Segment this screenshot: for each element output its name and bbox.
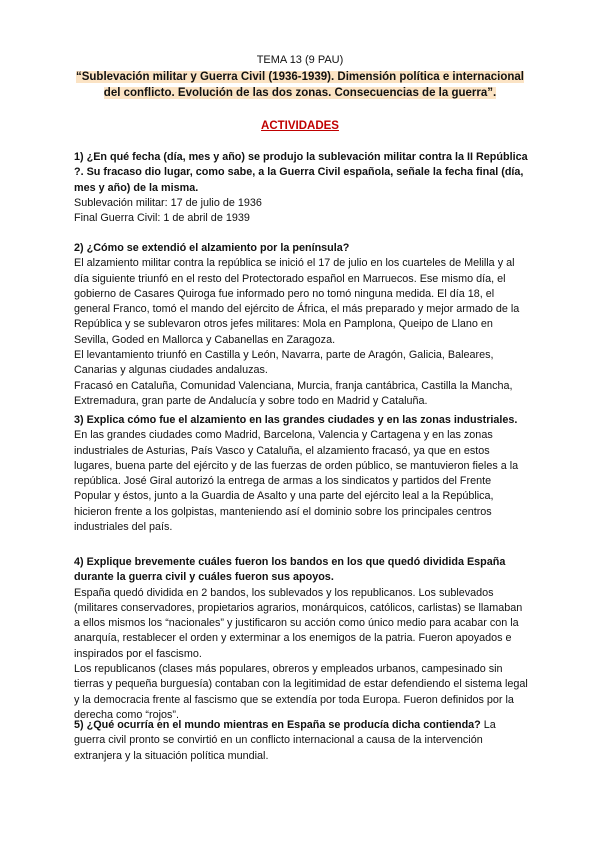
- answer-2-paragraph-1: El alzamiento militar contra la república se inició el 17 de julio en los cuarteles de Melilla y al día siguiente triunfó en el resto del Protectorado español en Marruecos. Ese mismo día, el gobierno de Casares Quiroga fue informado pero no tomó ninguna medida. El día 18, el general Franco, tomó el mando del ejército de África, el más preparado y mejor armado de la República y se sublevaron otros jefes militares: Mola en Pamplona, Queipo de Llano en Sevilla, Goded en Mallorca y Cabanellas en Zaragoza.: [74, 257, 520, 346]
- question-2-section: [74, 241, 529, 409]
- answer-2-paragraph-2: El levantamiento triunfó en Castilla y León, Navarra, parte de Aragón, Galicia, Baleares, Canarias y algunas ciudades andaluzas.: [74, 349, 494, 377]
- question-2: 2) ¿Cómo se extendió el alzamiento por la península?: [74, 242, 350, 254]
- answer-1-line-2: Final Guerra Civil: 1 de abril de 1939: [74, 212, 250, 225]
- title-line-1: “Sublevación militar y Guerra Civil (1936-1939). Dimensión política e internacional: [75, 71, 524, 83]
- question-3: 3) Explica cómo fue el alzamiento en las grandes ciudades y en las zonas industriales.: [74, 414, 518, 426]
- question-1-section: [74, 150, 529, 226]
- answer-2-paragraph-3: Fracasó en Cataluña, Comunidad Valenciana, Murcia, franja cantábrica, Castilla la Mancha, Extremadura, gran parte de Andalucía y sobre todo en Madrid y Cataluña.: [74, 379, 513, 407]
- answer-4-paragraph-2: Los republicanos (clases más populares, obreros y empleados urbanos, campesinado sin tierras y pequeña burguesía) contaban con la legitimidad de estar defendiendo el sistema legal y la democracia frente al fascismo que se extendía por toda Europa. Fueron definidos por la derecha como “rojos”.: [74, 663, 528, 721]
- document-title: [70, 69, 530, 101]
- question-3-section: [74, 413, 529, 535]
- question-4-section: [74, 555, 529, 723]
- activities-heading: ACTIVIDADES: [261, 120, 339, 132]
- answer-5: La guerra civil pronto se convirtió en un conflicto internacional a causa de la intervención extranjera y la situación política mundial.: [74, 719, 496, 762]
- answer-3-paragraph-1: En las grandes ciudades como Madrid, Barcelona, Valencia y Cartagena y en las zonas industriales de Asturias, País Vasco y Cataluña, el alzamiento fracasó, ya que en estos lugares, buena parte del ejército y de las fuerzas de orden público, se mantuvieron fieles a la república. José Giral autorizó la entrega de armas a los sindicatos y partidos del Frente Popular y éstos, junto a la Guardia de Asalto y una parte del ejército leal a la República, hicieron frente a los golpistas, manteniendo así el dominio sobre los principales centros industriales del país.: [74, 429, 519, 534]
- question-1: 1) ¿En qué fecha (día, mes y año) se produjo la sublevación militar contra la II República ?. Su fracaso dio lugar, como sabe, a la Guerra Civil española, señale la fecha final (día, mes y año) de la misma.: [74, 151, 528, 194]
- topic-number: TEMA 13 (9 PAU): [256, 54, 344, 66]
- title-line-2: del conflicto. Evolución de las dos zonas. Consecuencias de la guerra”.: [103, 87, 497, 99]
- question-4: 4) Explique brevemente cuáles fueron los bandos en los que quedó dividida España durante la guerra civil y cuáles fueron sus apoyos.: [74, 556, 506, 584]
- question-5: 5) ¿Qué ocurría en el mundo mientras en España se producía dicha contienda?: [74, 719, 481, 731]
- answer-4-paragraph-1: España quedó dividida en 2 bandos, los sublevados y los republicanos. Los sublevados (militares conservadores, propietarios agrarios, monárquicos, católicos, carlistas) se llamaban a ellos mismos los “nacionales” y justificaron su acción como único medio para acabar con la anarquía, restablecer el orden y exterminar a los enemigos de la patria. Fueron apoyados e inspirados por el fascismo.: [74, 586, 523, 660]
- answer-1-line-1: Sublevación militar: 17 de julio de 1936: [74, 196, 262, 209]
- question-5-section: [74, 718, 529, 764]
